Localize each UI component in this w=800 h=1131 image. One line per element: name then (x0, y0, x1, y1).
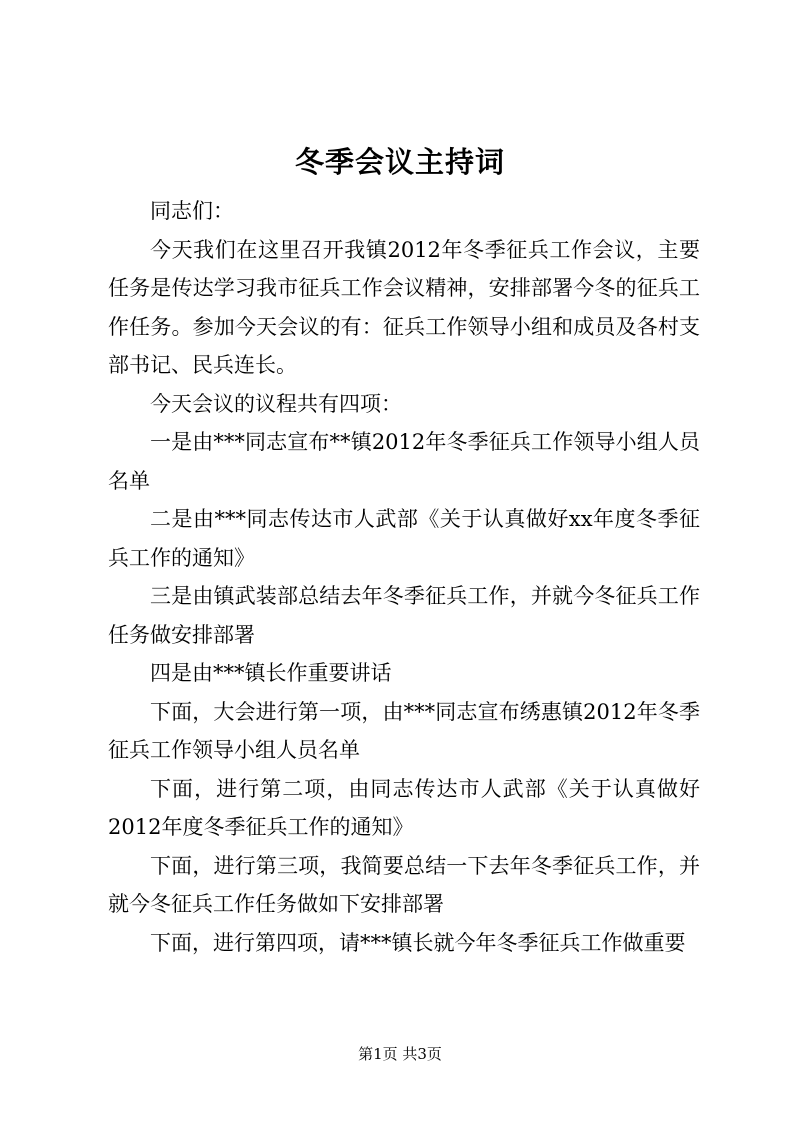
paragraph-agenda-item-4: 四是由***镇长作重要讲话 (150, 661, 392, 685)
document-title: 冬季会议主持词 (294, 145, 505, 179)
paragraph-agenda-heading: 今天会议的议程共有四项： (150, 391, 402, 416)
paragraph-agenda-item-2: 二是由***同志传达市人武部《关于认真做好xx年度冬季征兵工作的通知》 (108, 507, 700, 570)
paragraph-step-2: 下面，进行第二项，由同志传达市人武部《关于认真做好2012年度冬季征兵工作的通知》 (108, 776, 700, 839)
paragraph-step-1: 下面，大会进行第一项，由***同志宣布绣惠镇2012年冬季征兵工作领导小组人员名单 (108, 699, 700, 762)
document-body (108, 192, 700, 962)
paragraph-agenda-item-1: 一是由***同志宣布**镇2012年冬季征兵工作领导小组人员名单 (108, 430, 700, 493)
paragraph-intro: 今天我们在这里召开我镇2012年冬季征兵工作会议，主要任务是传达学习我市征兵工作会议精神，安排部署今冬的征兵工作任务。参加今天会议的有：征兵工作领导小组和成员及各村支部书记、民兵连长。 (108, 237, 700, 377)
paragraph-step-4: 下面，进行第四项，请***镇长就今年冬季征兵工作做重要 (150, 930, 686, 955)
page-footer: 第1页 共3页 (358, 1045, 442, 1063)
paragraph-greeting: 同志们： (150, 199, 234, 223)
paragraph-agenda-item-3: 三是由镇武装部总结去年冬季征兵工作，并就今冬征兵工作任务做安排部署 (108, 584, 700, 647)
paragraph-step-3: 下面，进行第三项，我简要总结一下去年冬季征兵工作，并就今冬征兵工作任务做如下安排部署 (108, 853, 700, 916)
